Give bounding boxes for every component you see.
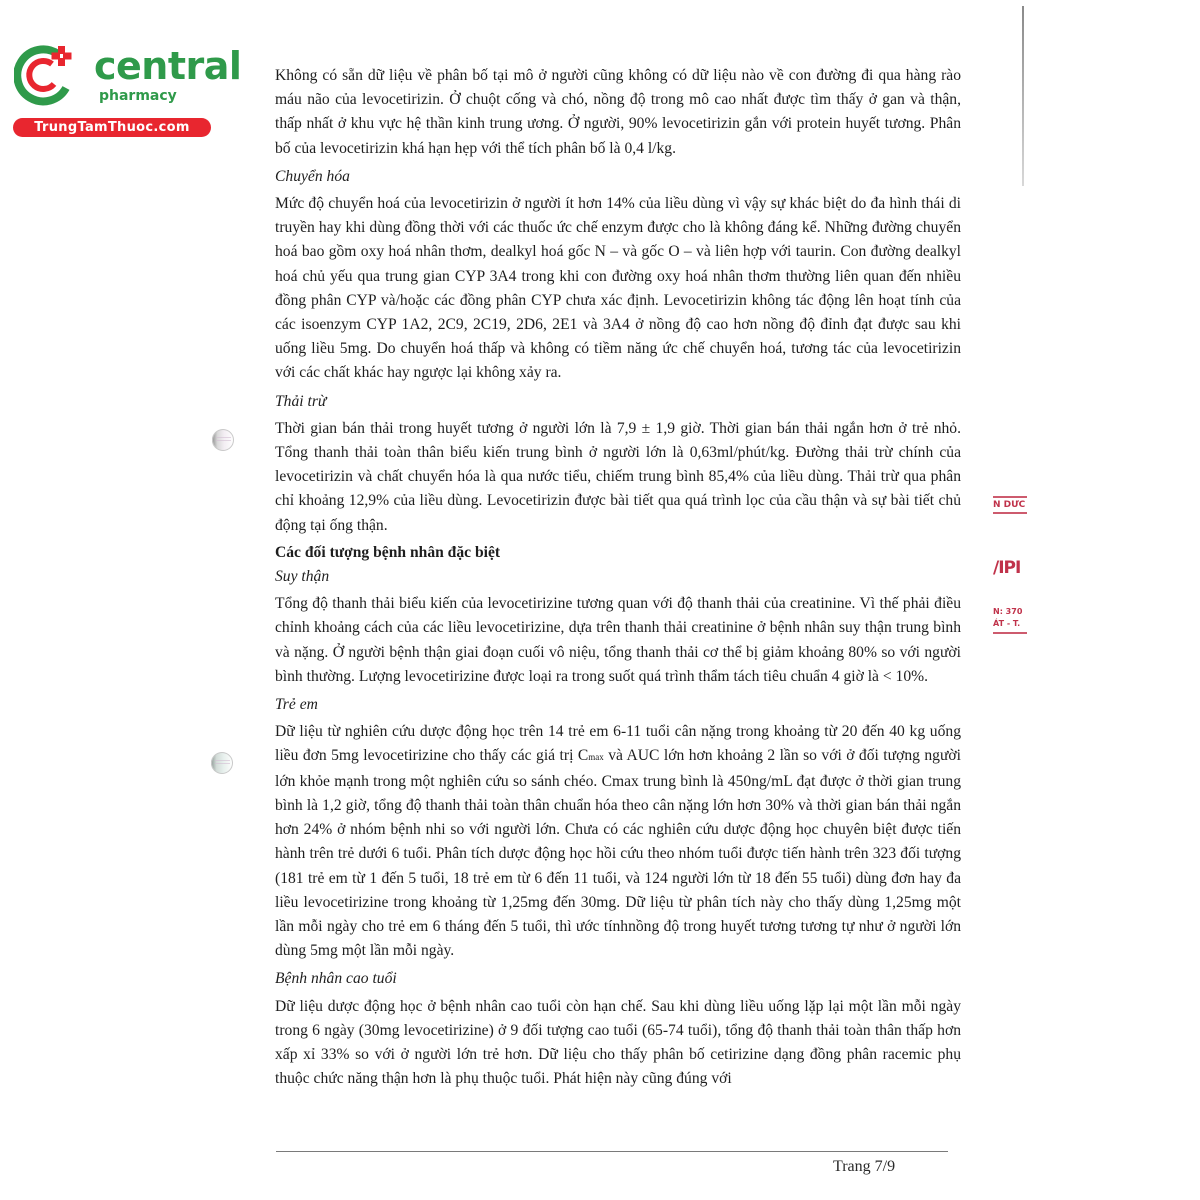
stamp-text: /IPI (993, 558, 1021, 578)
cmax-subscript: max (588, 752, 604, 763)
children-text-a: Dữ liệu từ nghiên cứu dược động học trên 14 trẻ em 6-11 tuổi cân nặng trong khoảng từ 20 đến 40 kg uống liều đơn 5mg levocetirizine cho thấy các giá trị C (275, 723, 961, 765)
stamp-bar (993, 496, 1027, 498)
elimination-heading: Thải trừ (275, 392, 327, 410)
stamp-fragment-top (993, 494, 1027, 516)
elderly-heading: Bệnh nhân cao tuổi (275, 970, 397, 988)
stamp-text: N DƯC (993, 500, 1026, 510)
logo-website-badge: TrungTamThuoc.com (13, 118, 211, 137)
stamp-bar (993, 512, 1027, 514)
distribution-paragraph: Không có sẵn dữ liệu về phân bố tại mô ở người cũng không có dữ liệu nào về con đường đi qua hàng rào máu não của levocetirizin. Ở chuột cống và chó, nồng độ trong mô cao nhất được tìm thấy ở gan và thận, thấp nhất ở khu vực hệ thần kinh trung ương. Ở người, 90% levocetirizin gắn với protein huyết tương. Phân bố của levocetirizin khá hạn hẹp với thể tích phân bố là 0,4 l/kg. (275, 67, 961, 157)
page-number: Trang 7/9 (833, 1158, 896, 1175)
children-heading: Trẻ em (275, 696, 318, 714)
metabolism-heading: Chuyển hóa (275, 167, 350, 185)
stamp-bar (993, 632, 1027, 634)
hole-punch-icon (212, 429, 234, 451)
renal-impairment-paragraph: Tổng độ thanh thải biểu kiến của levocetirizine tương quan với độ thanh thải của creatinine. Vì thế phải điều chỉnh khoảng cách của các liều levocetirizine, dựa trên thanh thải creatinine ở bệnh nhân suy thận trung bình và nặng. Ở người bệnh thận giai đoạn cuối vô niệu, tổng thanh thải cơ thể bị giảm khoảng 80% so với người bình thường. Lượng levocetirizine được loại ra trong suốt quá trình thẩm tách tiêu chuẩn 4 giờ là < 10%. (275, 595, 961, 685)
renal-impairment-heading: Suy thận (275, 568, 330, 586)
logo-subtitle: pharmacy (99, 88, 177, 104)
footer-divider (276, 1151, 948, 1152)
pharmacy-cross-logo-icon (14, 44, 76, 106)
logo-brand-name: central (94, 44, 242, 88)
children-text-b: và AUC lớn hơn khoảng 2 lần so với ở đối tượng người lớn khỏe mạnh trong một nghiên cứu so sánh chéo. Cmax trung bình là 450ng/mL đạt được ở thời gian trung bình là 1,2 giờ, tổng độ thanh thải toàn thân chuẩn hóa theo cân nặng lớn hơn 30% và thời gian bán thải ngắn hơn 24% ở nhóm bệnh nhi so với người lớn. Chưa có các nghiên cứu dược động học chuyên biệt được tiến hành trên trẻ dưới 6 tuổi. Phân tích dược động học hồi cứu theo nhóm tuổi được tiến hành trên 323 đối tượng (181 trẻ em từ 1 đến 5 tuổi, 18 trẻ em từ 6 đến 11 tuổi, và 124 người lớn từ 18 đến 55 tuổi) dùng đơn hay đa liều levocetirizine trong khoảng từ 1,25mg đến 30mg. Dữ liệu từ phân tích này cho thấy dùng 1,25mg một lần mỗi ngày cho trẻ em 6 tháng đến 5 tuổi, thì ước tínhnồng độ trong huyết tương tương tự như ở người lớn dùng 5mg một lần mỗi ngày. (275, 747, 961, 960)
stamp-fragment-bottom (993, 606, 1027, 636)
document-body (275, 64, 961, 1091)
special-populations-heading: Các đối tượng bệnh nhân đặc biệt (275, 543, 501, 561)
elderly-paragraph: Dữ liệu dược động học ở bệnh nhân cao tuổi còn hạn chế. Sau khi dùng liều uống lặp lại một lần mỗi ngày trong 6 ngày (30mg levocetirizine) ở 9 đối tượng cao tuổi (65-74 tuổi), tổng độ thanh thải toàn thân thấp hơn xấp xỉ 33% so với ở người lớn trẻ hơn. Dữ liệu cho thấy phân bố cetirizine dạng đồng phân racemic phụ thuộc chức năng thận hơn là phụ thuộc tuổi. Phát hiện này cũng đúng với (275, 997, 961, 1088)
page-edge-line (1022, 6, 1024, 186)
central-pharmacy-logo (10, 38, 242, 138)
children-paragraph (275, 720, 961, 963)
stamp-text: ÁT - T. (993, 619, 1021, 628)
hole-punch-icon (211, 752, 233, 774)
metabolism-paragraph: Mức độ chuyển hoá của levocetirizin ở người ít hơn 14% của liều dùng vì vậy sự khác biệt do đa hình thái di truyền hay khi dùng đồng thời với các thuốc ức chế enzym được cho là không đáng kể. Những đường chuyển hoá bao gồm oxy hoá nhân thơm, dealkyl hoá gốc N – và gốc O – và liên hợp với taurin. Con đường dealkyl hoá chủ yếu qua trung gian CYP 3A4 trong khi con đường oxy hoá nhân thơm thường liên quan đến nhiều đồng phân CYP và/hoặc các đồng phân CYP chưa xác định. Levocetirizin không tác động lên hoạt tính của các isoenzym CYP 1A2, 2C9, 2C19, 2D6, 2E1 và 3A4 ở nồng độ cao hơn nồng độ đỉnh đạt được sau khi uống liều 5mg. Do chuyển hoá thấp và không có tiềm năng ức chế chuyển hoá, tương tác của levocetirizin với các chất khác hay ngược lại không xảy ra. (275, 195, 961, 382)
stamp-text: N: 370 (993, 607, 1023, 616)
elimination-paragraph: Thời gian bán thải trong huyết tương ở người lớn là 7,9 ± 1,9 giờ. Thời gian bán thải ngắn hơn ở trẻ nhỏ. Tổng thanh thải toàn thân biểu kiến trung bình ở người lớn là 0,63ml/phút/kg. Đường thải trừ chính của levocetirizin và chất chuyển hóa là qua nước tiểu, chiếm trung bình 85,4% của liều dùng. Thải trừ qua phân chỉ khoảng 12,9% của liều dùng. Levocetirizin được bài tiết qua quá trình lọc của cầu thận và sự bài tiết chủ động tại ống thận. (275, 419, 961, 534)
stamp-fragment-middle (993, 558, 1027, 578)
